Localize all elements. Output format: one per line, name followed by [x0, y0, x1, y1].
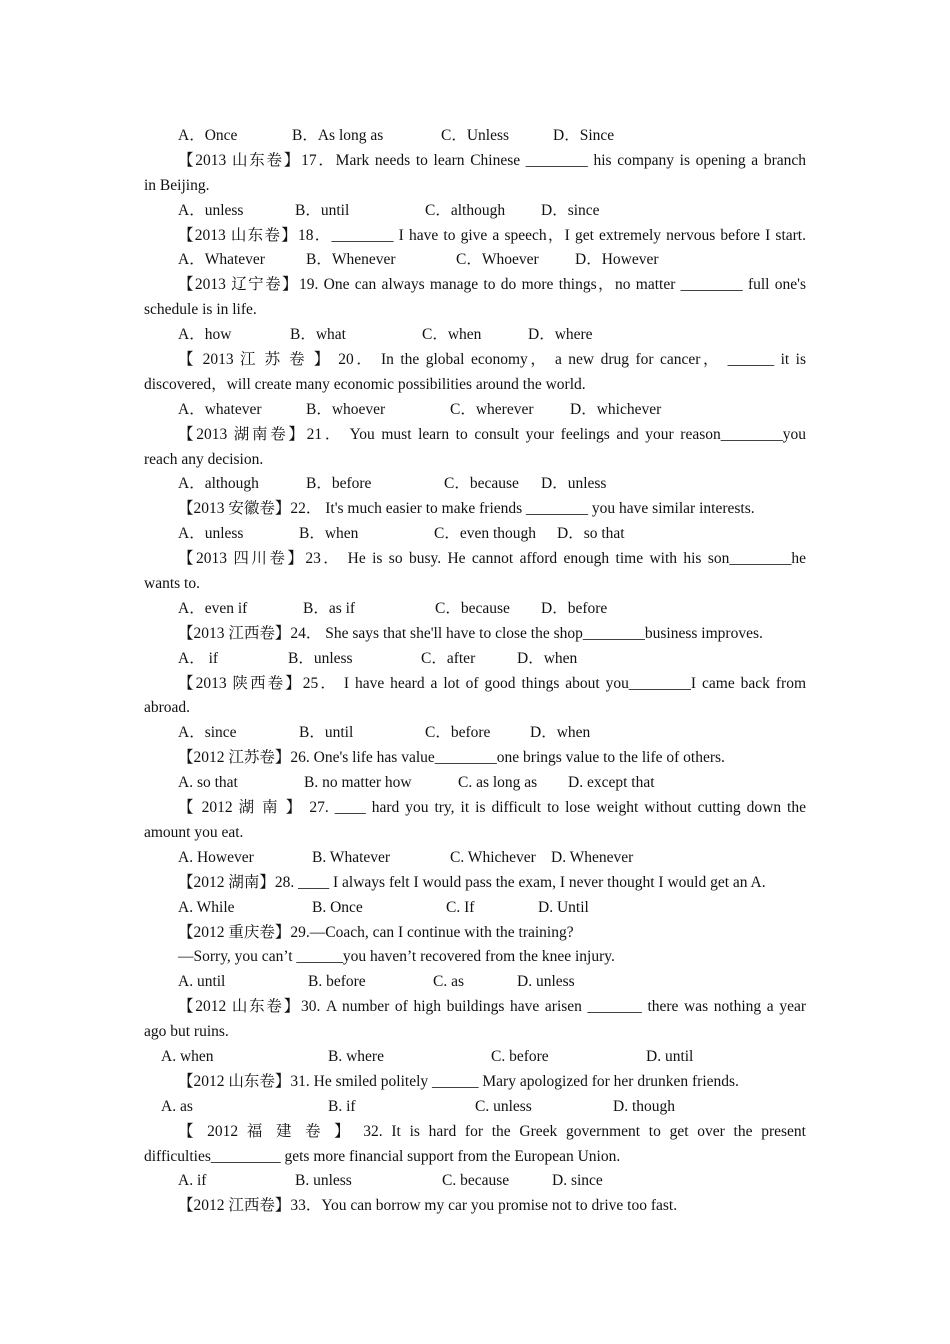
answer-option: B. if: [328, 1097, 356, 1115]
answer-option: C．because: [444, 475, 519, 493]
question-text-line: 【2012 湖南】28. ____ I always felt I would pass the exam, I never thought I would get an A.: [178, 873, 766, 891]
answer-option: C. as: [433, 973, 464, 991]
answer-options: [144, 970, 806, 995]
answer-option: C. as long as: [458, 774, 538, 792]
answer-option: A． if: [178, 649, 219, 667]
question-text-line: 【2013 江西卷】24． She says that she'll have to close the shop________business improves.: [178, 624, 763, 642]
answer-option: B．unless: [288, 649, 353, 667]
answer-option: C. because: [442, 1172, 510, 1190]
answer-option: B．before: [306, 475, 372, 493]
answer-option: B．As long as: [292, 127, 384, 144]
answer-options: [144, 846, 806, 871]
question-text-line: reach any decision.: [144, 450, 264, 468]
answer-option: D．before: [541, 599, 608, 617]
answer-option: A．although: [178, 475, 259, 493]
answer-options: [144, 1045, 806, 1070]
question-text-line: 【2012 山东卷】31. He smiled politely ______ Mary apologized for her drunken friends.: [178, 1072, 739, 1090]
question-text-line: 【2012 重庆卷】29.—Coach, can I continue with the training?: [178, 923, 574, 941]
answer-option: C．even though: [434, 525, 537, 543]
answer-options: [144, 597, 806, 622]
answer-option: A. until: [178, 973, 226, 991]
question-text-line: ago but ruins.: [144, 1023, 229, 1041]
answer-option: A．unless: [178, 525, 244, 543]
answer-option: D. until: [646, 1047, 694, 1065]
answer-option: A．how: [178, 326, 232, 344]
answer-options: [144, 896, 806, 921]
question-text-line: 【2012 山东卷】30. A number of high buildings have arisen _______ there was nothing a year: [178, 998, 806, 1016]
question-text-line: abroad.: [144, 699, 191, 717]
answer-option: A. as: [161, 1097, 193, 1115]
answer-option: C. unless: [475, 1097, 532, 1115]
answer-option: D．where: [528, 326, 593, 344]
answer-options: [144, 721, 806, 746]
answer-option: A．Once: [178, 127, 238, 144]
question-text-line: discovered，will create many economic possibilities around the world.: [144, 375, 586, 393]
answer-option: B．as if: [303, 599, 356, 617]
answer-option: D. unless: [517, 973, 575, 991]
question-text-line: 【 2012 福 建 卷 】 32. It is hard for the Greek government to get over the present: [178, 1122, 806, 1140]
answer-option: C．although: [425, 201, 506, 219]
answer-option: D. Whenever: [551, 848, 634, 866]
answer-option: D．since: [541, 201, 600, 219]
answer-options: [144, 647, 806, 672]
answer-options: [144, 323, 806, 348]
question-text-line: 【 2012 湖 南 】 27. ____ hard you try, it is difficult to lose weight without cutting down the: [178, 799, 806, 817]
answer-option: B．when: [299, 525, 359, 543]
answer-option: A. if: [178, 1172, 207, 1190]
question-text-line: —Sorry, you can’t ______you haven’t recovered from the knee injury.: [178, 948, 615, 966]
question-text-line: schedule is in life.: [144, 301, 257, 319]
answer-option: A．whatever: [178, 400, 262, 418]
question-text-line: 【2013 安徽卷】22． It's much easier to make friends ________ you have similar interests.: [178, 500, 755, 518]
answer-options: [144, 522, 806, 547]
answer-options: [144, 398, 806, 423]
answer-option: A．since: [178, 724, 237, 742]
question-text-line: 【2012 江苏卷】26. One's life has value________one brings value to the life of others.: [178, 749, 725, 767]
answer-option: C．when: [422, 326, 482, 344]
answer-option: C. If: [446, 898, 475, 916]
answer-options: [144, 472, 806, 497]
answer-option: A. While: [178, 898, 235, 916]
answer-option: C．because: [435, 599, 510, 617]
answer-option: A．unless: [178, 201, 244, 219]
question-text-line: in Beijing.: [144, 176, 210, 194]
question-text-line: 【2013 山东卷】17．Mark needs to learn Chinese ________ his company is opening a branch: [178, 151, 806, 169]
answer-option: A. so that: [178, 774, 238, 792]
answer-options: [144, 1169, 806, 1194]
question-text-line: 【2013 山东卷】18．________ I have to give a speech，I get extremely nervous before I start.: [178, 226, 806, 244]
answer-option: B. no matter how: [304, 774, 412, 792]
answer-option: D．when: [530, 724, 591, 742]
answer-option: B. Once: [312, 898, 363, 916]
question-text-line: difficulties_________ gets more financial support from the European Union.: [144, 1147, 621, 1165]
answer-options: [144, 771, 806, 796]
answer-option: C．after: [421, 649, 476, 667]
question-text-line: 【2013 湖南卷】21． You must learn to consult your feelings and your reason________you: [178, 425, 806, 443]
question-text-line: 【 2013 江 苏 卷 】 20． In the global economy， a new drug for cancer， ______ it is: [178, 351, 806, 369]
question-text-line: wants to.: [144, 575, 200, 593]
answer-option: B．what: [290, 326, 346, 344]
answer-options: [144, 124, 806, 149]
answer-option: B．until: [295, 201, 350, 219]
answer-option: C．wherever: [450, 400, 534, 418]
question-text-line: amount you eat.: [144, 823, 244, 841]
answer-option: D．whichever: [570, 400, 662, 418]
answer-option: D．However: [575, 251, 659, 269]
answer-option: D．Since: [553, 127, 615, 144]
question-list: [144, 124, 806, 1219]
answer-option: C. before: [491, 1047, 549, 1065]
answer-options: [144, 1095, 806, 1120]
answer-options: [144, 199, 806, 224]
answer-option: D. since: [552, 1172, 603, 1190]
answer-option: B. before: [308, 973, 366, 991]
answer-option: B．whoever: [306, 400, 386, 418]
answer-option: B. unless: [295, 1172, 352, 1190]
answer-option: A．Whatever: [178, 251, 265, 269]
answer-option: D. except that: [568, 774, 655, 792]
answer-option: D. though: [613, 1097, 675, 1115]
question-text-line: 【2013 辽宁卷】19. One can always manage to do more things，no matter ________ full one's: [178, 276, 806, 294]
answer-option: D．unless: [541, 475, 607, 493]
answer-option: B．until: [299, 724, 354, 742]
answer-option: A. when: [161, 1047, 214, 1065]
answer-option: B. Whatever: [312, 848, 391, 866]
answer-options: [144, 248, 806, 273]
answer-option: C．before: [425, 724, 491, 742]
question-text-line: 【2013 陕西卷】25． I have heard a lot of good things about you________I came back from: [178, 674, 806, 692]
answer-option: B. where: [328, 1047, 384, 1065]
answer-option: C. Whichever: [450, 848, 536, 866]
answer-option: D．so that: [557, 525, 625, 543]
answer-option: D．when: [517, 649, 578, 667]
answer-option: D. Until: [538, 898, 589, 916]
answer-option: B．Whenever: [306, 251, 396, 269]
question-text-line: 【2012 江西卷】33．You can borrow my car you promise not to drive too fast.: [178, 1197, 678, 1215]
answer-option: A. However: [178, 848, 254, 866]
answer-option: A．even if: [178, 599, 248, 617]
answer-option: C．Whoever: [456, 251, 539, 269]
question-text-line: 【2013 四川卷】23． He is so busy. He cannot afford enough time with his son________he: [178, 550, 806, 568]
answer-option: C．Unless: [441, 127, 510, 144]
